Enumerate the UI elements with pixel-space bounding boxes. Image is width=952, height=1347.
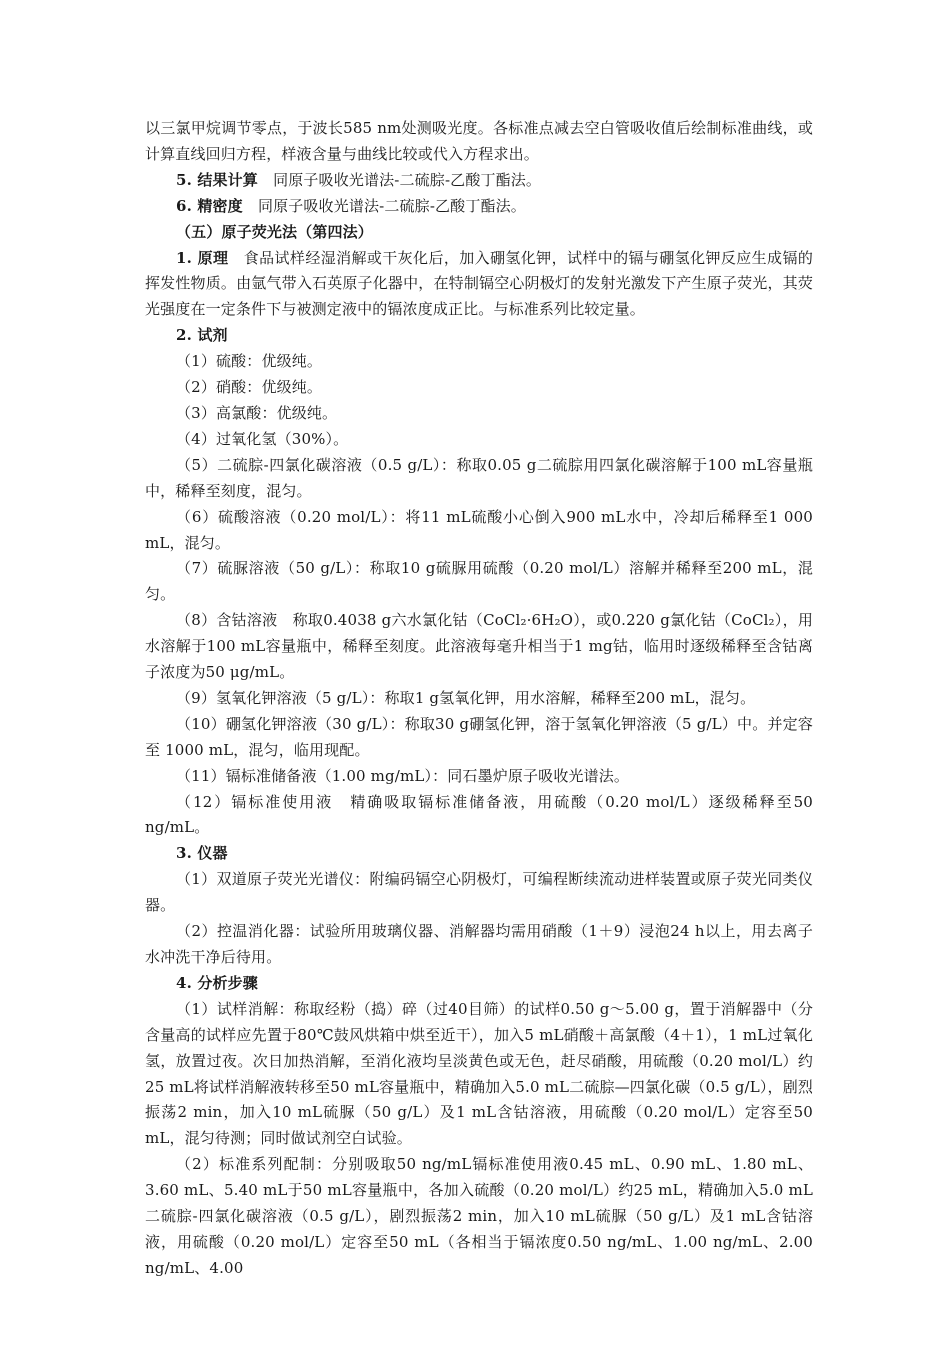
section-result-calculation (145, 168, 813, 194)
section-heading: 5. 结果计算 (176, 170, 258, 189)
section-principle (145, 246, 813, 324)
paragraph-measurement: 以三氯甲烷调节零点，于波长585 nm处测吸光度。各标准点减去空白管吸收值后绘制标准曲线，或计算直线回归方程，样液含量与曲线比较或代入方程求出。 (145, 119, 813, 163)
section-precision (145, 194, 813, 220)
reagent-item: （12）镉标准使用液 精确吸取镉标准储备液，用硫酸（0.20 mol/L）逐级稀释至50 ng/mL。 (145, 792, 813, 837)
reagent-item: （8）含钴溶液 称取0.4038 g六水氯化钴（CoCl₂·6H₂O），或0.220 g氯化钴（CoCl₂），用水溶解于100 mL容量瓶中，稀释至刻度。此溶液每毫升相当于1 mg钴，临用时逐级稀释至含钴离子浓度为50 μg/mL。 (145, 611, 813, 682)
reagent-item: （2）硝酸：优级纯。 (176, 378, 323, 397)
procedure-step: （1）试样消解：称取经粉（捣）碎（过40目筛）的试样0.50 g～5.00 g，置于消解器中（分含量高的试样应先置于80℃鼓风烘箱中烘至近干），加入5 mL硝酸＋高氯酸（4＋1），1 mL过氧化氢，放置过夜。次日加热消解，至消化液均呈淡黄色或无色，赶尽硝酸，用硫酸（0.20 mol/L）约25 mL将试样消解液转移至50 mL容量瓶中，精确加入5.0 mL二硫腙—四氯化碳（0.5 g/L），剧烈振荡2 min，加入10 mL硫脲（50 g/L）及1 mL含钴溶液，用硫酸（0.20 mol/L）定容至50 mL，混匀待测；同时做试剂空白试验。 (145, 999, 813, 1148)
document-body (145, 116, 813, 1282)
section-heading: 6. 精密度 (176, 196, 243, 215)
reagent-item: （10）硼氢化钾溶液（30 g/L）：称取30 g硼氢化钾，溶于氢氧化钾溶液（5 g/L）中。并定容至 1000 mL，混匀，临用现配。 (145, 714, 813, 759)
reagent-item: （3）高氯酸：优级纯。 (176, 403, 338, 422)
reagent-item: （5）二硫腙-四氯化碳溶液（0.5 g/L）：称取0.05 g二硫腙用四氯化碳溶解于100 mL容量瓶中，稀释至刻度，混匀。 (145, 455, 813, 500)
section-text: 同原子吸收光谱法-二硫腙-乙酸丁酯法。 (257, 170, 542, 189)
section-procedure-heading: 4. 分析步骤 (176, 973, 258, 992)
reagent-item: （6）硫酸溶液（0.20 mol/L）：将11 mL硫酸小心倒入900 mL水中，冷却后稀释至1 000 mL，混匀。 (145, 507, 813, 552)
method-heading: （五）原子荧光法（第四法） (176, 222, 373, 241)
section-reagents-heading: 2. 试剂 (176, 326, 228, 345)
reagent-item: （9）氢氧化钾溶液（5 g/L）：称取1 g氢氧化钾，用水溶解，稀释至200 mL，混匀。 (176, 688, 756, 707)
reagent-item: （4）过氧化氢（30%）。 (176, 429, 349, 448)
reagent-item: （11）镉标准储备液（1.00 mg/mL）：同石墨炉原子吸收光谱法。 (176, 766, 630, 785)
procedure-step: （2）标准系列配制：分别吸取50 ng/mL镉标准使用液0.45 mL、0.90 mL、1.80 mL、3.60 mL、5.40 mL于50 mL容量瓶中，各加入硫酸（0.20 mol/L）约25 mL，精确加入5.0 mL二硫腙-四氯化碳溶液（0.5 g/L），剧烈振荡2 min，加入10 mL硫脲（50 g/L）及1 mL含钴溶液，用硫酸（0.20 mol/L）定容至50 mL（各相当于镉浓度0.50 ng/mL、1.00 ng/mL、2.00 ng/mL、4.00 (145, 1155, 813, 1277)
reagent-item: （7）硫脲溶液（50 g/L）：称取10 g硫脲用硫酸（0.20 mol/L）溶解并稀释至200 mL，混匀。 (145, 559, 813, 604)
reagent-item: （1）硫酸：优级纯。 (176, 352, 323, 371)
section-text: 食品试样经湿消解或干灰化后，加入硼氢化钾，试样中的镉与硼氢化钾反应生成镉的挥发性物质。由氩气带入石英原子化器中，在特制镉空心阴极灯的发射光激发下产生原子荧光，其荧光强度在一定条件下与被测定液中的镉浓度成正比。与标准系列比较定量。 (145, 248, 813, 319)
instrument-item: （1）双道原子荧光光谱仪：附编码镉空心阴极灯，可编程断续流动进样装置或原子荧光同类仪器。 (145, 870, 813, 915)
section-heading: 1. 原理 (176, 248, 229, 267)
section-instruments-heading: 3. 仪器 (176, 844, 228, 863)
instrument-item: （2）控温消化器：试验所用玻璃仪器、消解器均需用硝酸（1＋9）浸泡24 h以上，用去离子水冲洗干净后待用。 (145, 922, 813, 966)
section-text: 同原子吸收光谱法-二硫腙-乙酸丁酯法。 (242, 196, 526, 215)
